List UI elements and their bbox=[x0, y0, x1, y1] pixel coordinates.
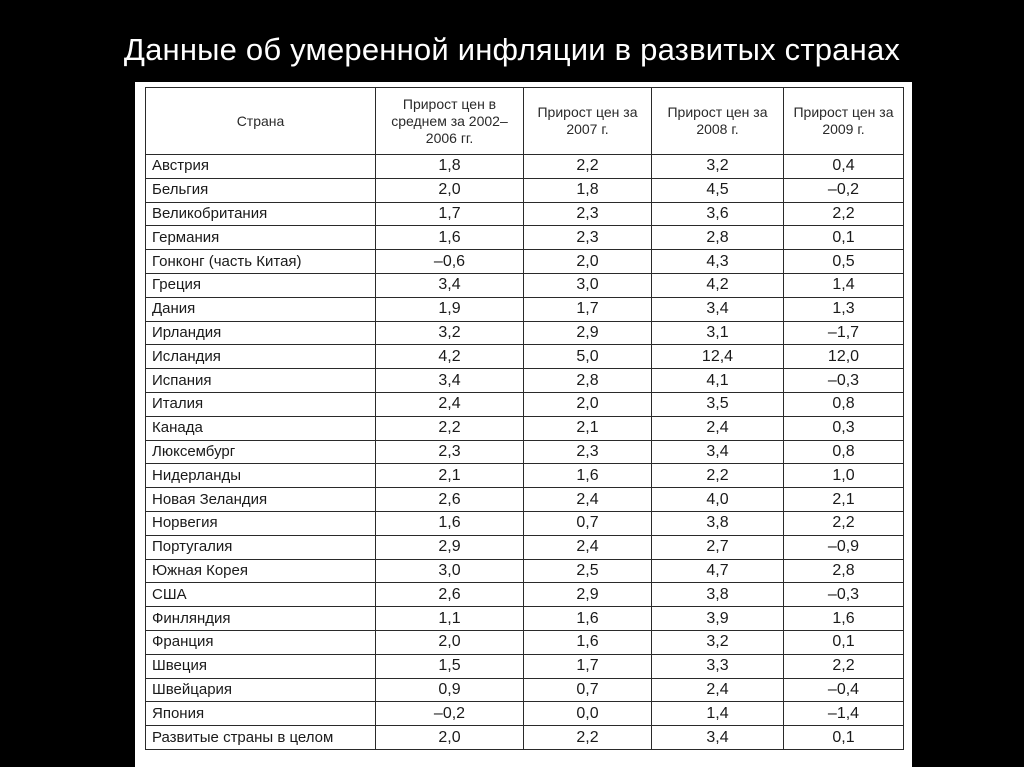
table-row bbox=[146, 607, 904, 631]
cell-2008: 3,8 bbox=[652, 511, 784, 535]
header-country: Страна bbox=[146, 88, 376, 155]
cell-country: Норвегия bbox=[146, 511, 376, 535]
cell-2007: 1,7 bbox=[524, 297, 652, 321]
cell-country: Люксембург bbox=[146, 440, 376, 464]
cell-2007: 2,0 bbox=[524, 250, 652, 274]
cell-2008: 3,4 bbox=[652, 726, 784, 750]
cell-2008: 3,6 bbox=[652, 202, 784, 226]
cell-avg-2002-2006: 2,0 bbox=[376, 630, 524, 654]
cell-2007: 2,3 bbox=[524, 202, 652, 226]
cell-2009: 0,1 bbox=[784, 226, 904, 250]
cell-2009: 12,0 bbox=[784, 345, 904, 369]
cell-2009: –0,4 bbox=[784, 678, 904, 702]
table-row bbox=[146, 321, 904, 345]
cell-2008: 3,5 bbox=[652, 392, 784, 416]
cell-2009: 0,4 bbox=[784, 155, 904, 179]
cell-2007: 0,7 bbox=[524, 511, 652, 535]
table-row bbox=[146, 345, 904, 369]
table-row bbox=[146, 583, 904, 607]
cell-2007: 2,9 bbox=[524, 583, 652, 607]
cell-2008: 3,9 bbox=[652, 607, 784, 631]
cell-2007: 2,2 bbox=[524, 726, 652, 750]
cell-2009: 0,8 bbox=[784, 392, 904, 416]
header-2007: Прирост цен за 2007 г. bbox=[524, 88, 652, 155]
table-row bbox=[146, 416, 904, 440]
cell-2009: –0,2 bbox=[784, 178, 904, 202]
cell-2009: 2,8 bbox=[784, 559, 904, 583]
cell-avg-2002-2006: 2,3 bbox=[376, 440, 524, 464]
table-row bbox=[146, 250, 904, 274]
cell-2009: 1,0 bbox=[784, 464, 904, 488]
cell-2007: 2,2 bbox=[524, 155, 652, 179]
cell-country: Германия bbox=[146, 226, 376, 250]
cell-2008: 2,7 bbox=[652, 535, 784, 559]
cell-avg-2002-2006: –0,6 bbox=[376, 250, 524, 274]
cell-2008: 2,4 bbox=[652, 416, 784, 440]
cell-2008: 2,8 bbox=[652, 226, 784, 250]
cell-avg-2002-2006: 1,5 bbox=[376, 654, 524, 678]
cell-country: Италия bbox=[146, 392, 376, 416]
table-image-area bbox=[135, 82, 912, 767]
cell-avg-2002-2006: 2,9 bbox=[376, 535, 524, 559]
cell-avg-2002-2006: 1,1 bbox=[376, 607, 524, 631]
header-2008: Прирост цен за 2008 г. bbox=[652, 88, 784, 155]
cell-2009: –0,9 bbox=[784, 535, 904, 559]
cell-2008: 4,5 bbox=[652, 178, 784, 202]
cell-country: Великобритания bbox=[146, 202, 376, 226]
cell-2008: 12,4 bbox=[652, 345, 784, 369]
cell-country: Развитые страны в целом bbox=[146, 726, 376, 750]
table-row bbox=[146, 178, 904, 202]
cell-2008: 2,4 bbox=[652, 678, 784, 702]
cell-avg-2002-2006: 2,6 bbox=[376, 583, 524, 607]
cell-2008: 3,4 bbox=[652, 440, 784, 464]
cell-country: Канада bbox=[146, 416, 376, 440]
table-row bbox=[146, 702, 904, 726]
cell-avg-2002-2006: 1,9 bbox=[376, 297, 524, 321]
cell-2008: 3,2 bbox=[652, 155, 784, 179]
table-row bbox=[146, 297, 904, 321]
table-header-row bbox=[146, 88, 904, 155]
cell-2007: 1,7 bbox=[524, 654, 652, 678]
cell-country: Новая Зеландия bbox=[146, 488, 376, 512]
cell-country: Дания bbox=[146, 297, 376, 321]
cell-2007: 3,0 bbox=[524, 273, 652, 297]
cell-avg-2002-2006: 2,2 bbox=[376, 416, 524, 440]
table-row bbox=[146, 273, 904, 297]
cell-2009: 0,5 bbox=[784, 250, 904, 274]
cell-country: Швейцария bbox=[146, 678, 376, 702]
header-avg-2002-2006: Прирост цен в среднем за 2002–2006 гг. bbox=[376, 88, 524, 155]
cell-avg-2002-2006: 3,4 bbox=[376, 369, 524, 393]
cell-country: Южная Корея bbox=[146, 559, 376, 583]
cell-avg-2002-2006: 2,6 bbox=[376, 488, 524, 512]
cell-2009: 0,8 bbox=[784, 440, 904, 464]
table-row bbox=[146, 511, 904, 535]
cell-avg-2002-2006: 2,0 bbox=[376, 178, 524, 202]
cell-2009: 0,1 bbox=[784, 726, 904, 750]
cell-country: Япония bbox=[146, 702, 376, 726]
cell-2009: 1,6 bbox=[784, 607, 904, 631]
cell-country: Австрия bbox=[146, 155, 376, 179]
cell-2007: 2,3 bbox=[524, 440, 652, 464]
cell-2008: 4,7 bbox=[652, 559, 784, 583]
cell-2007: 0,0 bbox=[524, 702, 652, 726]
cell-2008: 3,3 bbox=[652, 654, 784, 678]
cell-country: Финляндия bbox=[146, 607, 376, 631]
table-row bbox=[146, 535, 904, 559]
table-row bbox=[146, 464, 904, 488]
cell-2009: 2,1 bbox=[784, 488, 904, 512]
table-row bbox=[146, 559, 904, 583]
cell-2008: 3,2 bbox=[652, 630, 784, 654]
cell-country: Португалия bbox=[146, 535, 376, 559]
cell-2008: 4,0 bbox=[652, 488, 784, 512]
cell-avg-2002-2006: 2,1 bbox=[376, 464, 524, 488]
cell-country: Испания bbox=[146, 369, 376, 393]
cell-2007: 2,9 bbox=[524, 321, 652, 345]
cell-avg-2002-2006: 3,0 bbox=[376, 559, 524, 583]
cell-country: США bbox=[146, 583, 376, 607]
cell-2008: 2,2 bbox=[652, 464, 784, 488]
cell-2009: 2,2 bbox=[784, 202, 904, 226]
cell-country: Швеция bbox=[146, 654, 376, 678]
table-row bbox=[146, 630, 904, 654]
inflation-table bbox=[145, 87, 904, 750]
cell-2007: 0,7 bbox=[524, 678, 652, 702]
table-row bbox=[146, 226, 904, 250]
cell-2009: –1,4 bbox=[784, 702, 904, 726]
cell-avg-2002-2006: 3,2 bbox=[376, 321, 524, 345]
table-row bbox=[146, 155, 904, 179]
cell-country: Нидерланды bbox=[146, 464, 376, 488]
cell-2007: 2,4 bbox=[524, 535, 652, 559]
cell-avg-2002-2006: 1,6 bbox=[376, 511, 524, 535]
cell-2008: 3,4 bbox=[652, 297, 784, 321]
cell-country: Исландия bbox=[146, 345, 376, 369]
cell-avg-2002-2006: 2,4 bbox=[376, 392, 524, 416]
cell-2009: –1,7 bbox=[784, 321, 904, 345]
cell-2007: 2,0 bbox=[524, 392, 652, 416]
table-row bbox=[146, 392, 904, 416]
cell-2008: 4,2 bbox=[652, 273, 784, 297]
cell-country: Греция bbox=[146, 273, 376, 297]
cell-country: Ирландия bbox=[146, 321, 376, 345]
cell-2008: 3,8 bbox=[652, 583, 784, 607]
cell-2009: 1,4 bbox=[784, 273, 904, 297]
table-row bbox=[146, 654, 904, 678]
cell-2007: 1,6 bbox=[524, 630, 652, 654]
cell-2008: 4,1 bbox=[652, 369, 784, 393]
table-row bbox=[146, 488, 904, 512]
cell-country: Франция bbox=[146, 630, 376, 654]
cell-2009: 0,1 bbox=[784, 630, 904, 654]
table-row bbox=[146, 440, 904, 464]
cell-avg-2002-2006: 1,8 bbox=[376, 155, 524, 179]
cell-country: Бельгия bbox=[146, 178, 376, 202]
cell-avg-2002-2006: 1,6 bbox=[376, 226, 524, 250]
cell-avg-2002-2006: 4,2 bbox=[376, 345, 524, 369]
table-row bbox=[146, 678, 904, 702]
cell-2009: 2,2 bbox=[784, 654, 904, 678]
cell-avg-2002-2006: 1,7 bbox=[376, 202, 524, 226]
cell-2008: 1,4 bbox=[652, 702, 784, 726]
cell-avg-2002-2006: 3,4 bbox=[376, 273, 524, 297]
cell-2009: –0,3 bbox=[784, 583, 904, 607]
cell-2007: 1,8 bbox=[524, 178, 652, 202]
cell-2008: 3,1 bbox=[652, 321, 784, 345]
cell-2009: 0,3 bbox=[784, 416, 904, 440]
cell-2007: 2,5 bbox=[524, 559, 652, 583]
cell-2007: 2,3 bbox=[524, 226, 652, 250]
table-row bbox=[146, 726, 904, 750]
cell-2007: 2,8 bbox=[524, 369, 652, 393]
cell-2007: 5,0 bbox=[524, 345, 652, 369]
cell-2007: 1,6 bbox=[524, 607, 652, 631]
cell-avg-2002-2006: 0,9 bbox=[376, 678, 524, 702]
table-row bbox=[146, 202, 904, 226]
cell-2007: 2,1 bbox=[524, 416, 652, 440]
table-row bbox=[146, 369, 904, 393]
cell-2007: 2,4 bbox=[524, 488, 652, 512]
cell-avg-2002-2006: –0,2 bbox=[376, 702, 524, 726]
cell-2009: –0,3 bbox=[784, 369, 904, 393]
cell-2008: 4,3 bbox=[652, 250, 784, 274]
cell-2009: 1,3 bbox=[784, 297, 904, 321]
cell-2009: 2,2 bbox=[784, 511, 904, 535]
cell-avg-2002-2006: 2,0 bbox=[376, 726, 524, 750]
cell-country: Гонконг (часть Китая) bbox=[146, 250, 376, 274]
slide-title: Данные об умеренной инфляции в развитых странах bbox=[123, 32, 901, 67]
table-body bbox=[146, 155, 904, 750]
cell-2007: 1,6 bbox=[524, 464, 652, 488]
header-2009: Прирост цен за 2009 г. bbox=[784, 88, 904, 155]
